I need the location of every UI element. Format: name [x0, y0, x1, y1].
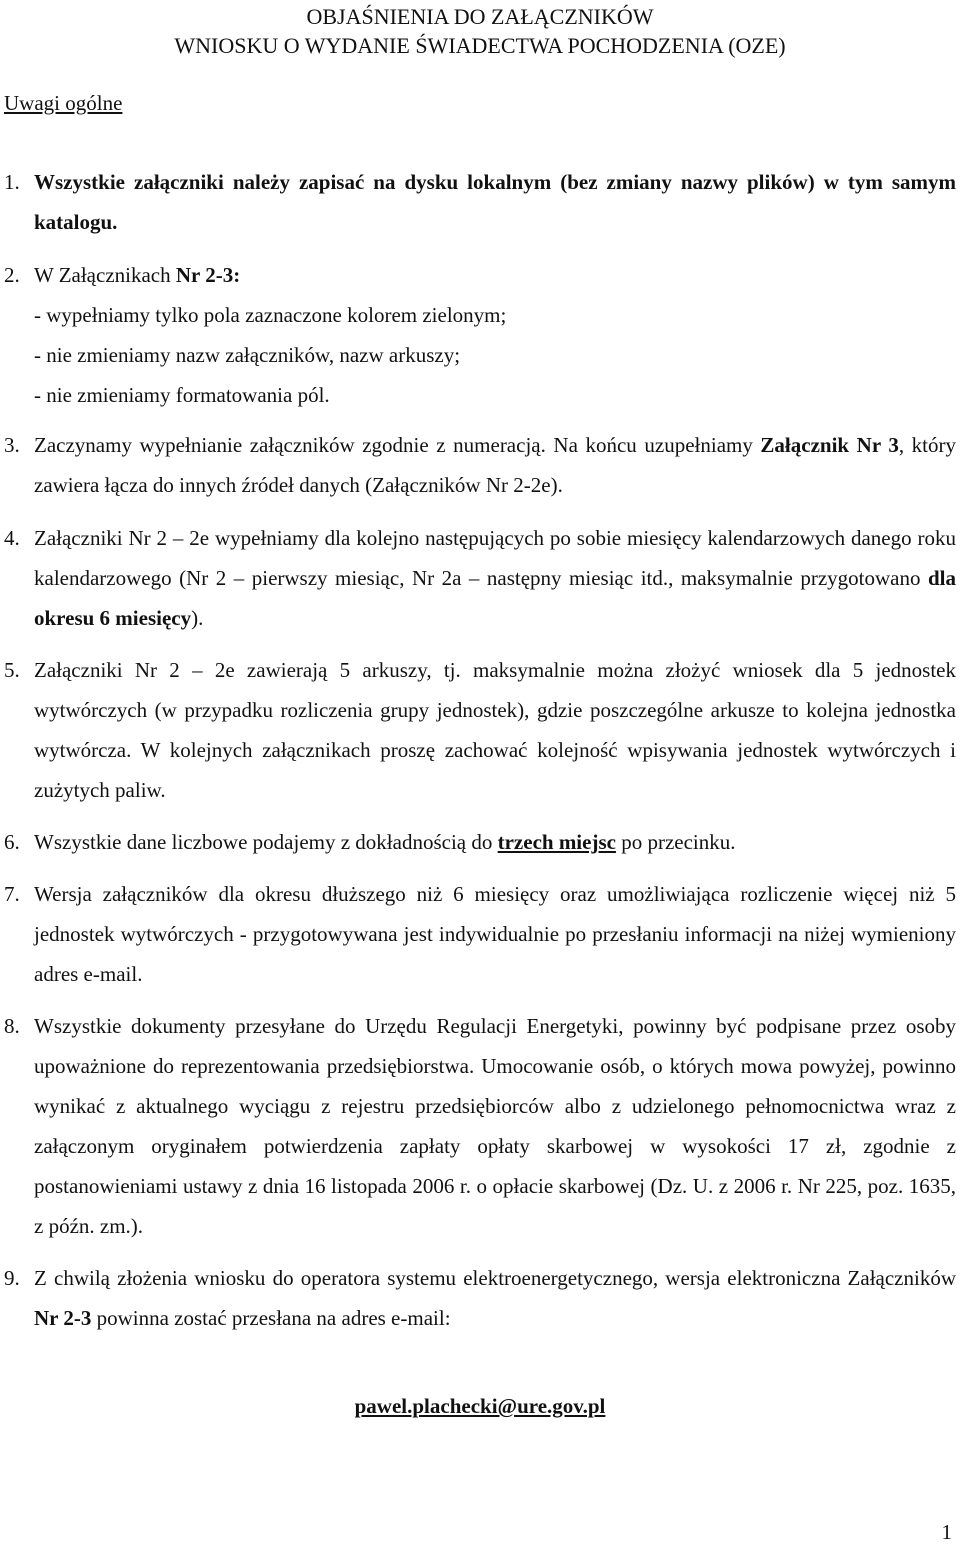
list-item	[34, 822, 956, 862]
item-number: 2.	[4, 263, 20, 287]
list-subitem: - nie zmieniamy formatowania pól.	[34, 383, 330, 407]
text-segment: po przecinku.	[615, 830, 736, 854]
text-segment: ).	[191, 606, 204, 630]
item-number: 9.	[4, 1266, 20, 1290]
text-segment: Wszystkie dokumenty przesyłane do Urzędu Regulacji Energetyki, powinny być podpisane przez osoby upoważnione do reprezentowania przedsiębiorstwa. Umocowanie osób, o których mowa powyżej, powinno wynikać z aktualnego wyciągu z rejestru przedsiębiorców albo z udzielonego pełnomocnictwa wraz z załączonym oryginałem potwierdzenia zapłaty opłaty skarbowej w wysokości 17 zł, zgodnie z postanowieniami ustawy z dnia 16 listopada 2006 r. o opłacie skarbowej (Dz. U. z 2006 r. Nr 225, poz. 1635, z późn. zm.).	[34, 1014, 956, 1238]
text-segment: Załączniki Nr 2 – 2e wypełniamy dla kolejno następujących po sobie miesięcy kalendarzowych danego roku kalendarzowego (Nr 2 – pierwszy miesiąc, Nr 2a – następny miesiąc itd., maksymalnie przygotowano	[34, 526, 956, 590]
list-item	[34, 425, 956, 505]
list-item	[34, 255, 956, 415]
list-item	[34, 1006, 956, 1246]
item-number: 1.	[4, 170, 20, 194]
text-segment: W Załącznikach	[34, 263, 176, 287]
list-item	[34, 162, 956, 242]
page-number: 1	[941, 1520, 952, 1544]
text-segment: , który zawiera łącza do innych źródeł danych (Załączników Nr 2-2e).	[34, 433, 957, 497]
item-number: 3.	[4, 433, 20, 457]
text-segment: Wersja załączników dla okresu dłuższego niż 6 miesięcy oraz umożliwiająca rozliczenie więcej niż 5 jednostek wytwórczych - przygotowywana jest indywidualnie po przesłaniu informacji na niżej wymieniony adres e-mail.	[34, 882, 956, 986]
list-subitem: - nie zmieniamy nazw załączników, nazw arkuszy;	[34, 343, 461, 367]
item-number: 4.	[4, 526, 20, 550]
text-segment: Nr 2-3	[34, 1306, 92, 1330]
list-item-intro	[34, 255, 956, 295]
list-item	[34, 518, 956, 638]
text-segment: powinna zostać przesłana na adres e-mail:	[91, 1306, 451, 1330]
text-segment: Załącznik Nr 3	[760, 433, 899, 457]
list-item	[34, 1258, 956, 1338]
section-heading: Uwagi ogólne	[4, 91, 123, 115]
item-number: 5.	[4, 658, 20, 682]
text-segment: Z chwilą złożenia wniosku do operatora systemu elektroenergetycznego, wersja elektroniczna Załączników	[34, 1266, 956, 1290]
text-segment: Zaczynamy wypełnianie załączników zgodnie z numeracją. Na końcu uzupełniamy	[34, 433, 761, 457]
text-segment: Nr 2-3:	[175, 263, 241, 287]
list-item	[34, 650, 956, 810]
item-number: 7.	[4, 882, 20, 906]
item-number: 6.	[4, 830, 20, 854]
text-segment: trzech miejsc	[497, 830, 616, 854]
list-item	[34, 874, 956, 994]
list-subitem: - wypełniamy tylko pola zaznaczone kolorem zielonym;	[34, 303, 507, 327]
text-segment: dla okresu 6 miesięcy	[34, 566, 956, 630]
document-title-line-1: OBJAŚNIENIA DO ZAŁĄCZNIKÓW	[306, 4, 654, 29]
text-segment: Wszystkie załączniki należy zapisać na dysku lokalnym (bez zmiany nazwy plików) w tym samym katalogu.	[34, 170, 956, 234]
document-title-line-2: WNIOSKU O WYDANIE ŚWIADECTWA POCHODZENIA (OZE)	[174, 33, 786, 58]
text-segment: Wszystkie dane liczbowe podajemy z dokładnością do	[34, 830, 498, 854]
email-link[interactable]: pawel.plachecki@ure.gov.pl	[354, 1394, 606, 1418]
item-number: 8.	[4, 1014, 20, 1038]
text-segment: Załączniki Nr 2 – 2e zawierają 5 arkuszy, tj. maksymalnie można złożyć wniosek dla 5 jednostek wytwórczych (w przypadku rozliczenia grupy jednostek), gdzie poszczególne arkusze to kolejna jednostka wytwórcza. W kolejnych załącznikach proszę zachować kolejność wpisywania jednostek wytwórczych i zużytych paliw.	[34, 658, 956, 802]
